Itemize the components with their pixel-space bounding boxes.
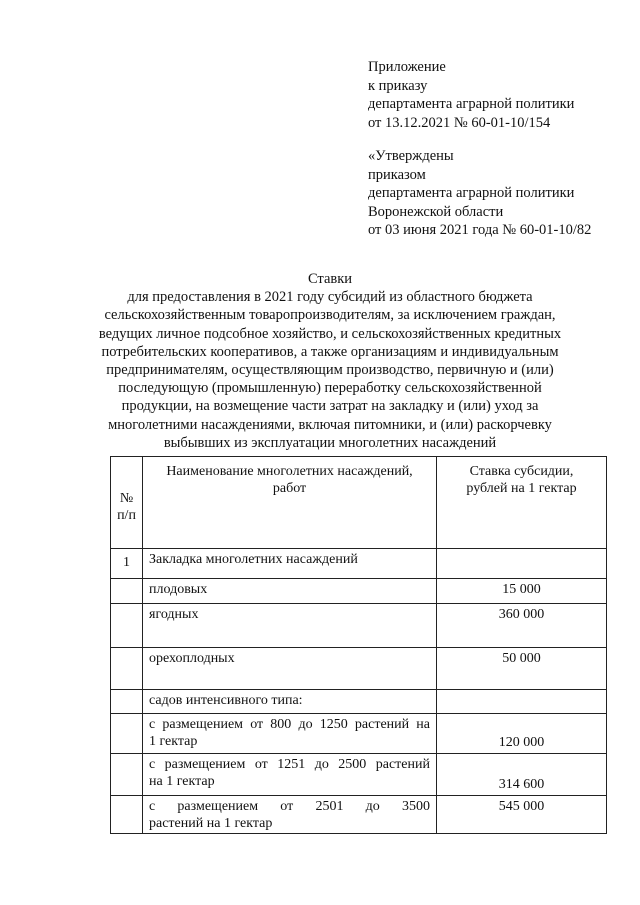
appendix-note — [368, 58, 574, 132]
row-number — [111, 579, 143, 604]
table-row — [111, 648, 607, 690]
row-rate: 50 000 — [437, 648, 607, 690]
row-number — [111, 754, 143, 796]
document-title — [60, 270, 600, 452]
title-line: сельскохозяйственным товаропроизводителям, за исключением граждан, — [104, 307, 556, 324]
subsidy-rates-table — [110, 456, 607, 834]
table-row — [111, 579, 607, 604]
appendix-line: к приказу — [368, 77, 428, 94]
appendix-line: от 13.12.2021 № 60-01-10/154 — [368, 114, 551, 131]
title-line: потребительских кооперативов, а также организациям и индивидуальным — [101, 343, 559, 360]
header-name — [143, 457, 437, 549]
title-line: для предоставления в 2021 году субсидий из областного бюджета — [127, 289, 533, 306]
row-name-line: растений на 1 гектар — [149, 816, 273, 831]
row-name — [143, 714, 437, 754]
approval-line: приказом — [368, 166, 426, 183]
approval-line: департамента аграрной политики — [368, 185, 575, 201]
header-name-line: работ — [272, 481, 307, 496]
row-name-line: на 1 гектар — [149, 774, 215, 789]
table-row — [111, 690, 607, 714]
row-rate: 15 000 — [437, 579, 607, 604]
table-row — [111, 754, 607, 796]
row-name: садов интенсивного типа: — [143, 690, 437, 714]
row-name-line: с размещением от 2501 до 3500 — [149, 799, 430, 814]
header-rate — [437, 457, 607, 549]
approval-line: «Утверждены — [368, 148, 454, 164]
title-line: выбывших из эксплуатации многолетних насаждений — [163, 434, 497, 451]
row-number — [111, 714, 143, 754]
row-name-line: с размещением от 1251 до 2500 растений — [149, 757, 430, 772]
row-name: Закладка многолетних насаждений — [143, 549, 437, 579]
row-number — [111, 796, 143, 834]
header-number — [111, 457, 143, 549]
row-rate — [437, 690, 607, 714]
header-rate-line: Ставка субсидии, — [469, 464, 574, 479]
row-name — [143, 754, 437, 796]
title-line: многолетними насаждениями, включая питомники, и (или) раскорчевку — [108, 416, 552, 433]
approval-line: Воронежской области — [368, 203, 504, 220]
header-name-line: Наименование многолетних насаждений, — [166, 464, 413, 479]
table-row — [111, 714, 607, 754]
row-number — [111, 648, 143, 690]
row-name: плодовых — [143, 579, 437, 604]
table-row — [111, 604, 607, 648]
appendix-line: Приложение — [368, 59, 446, 75]
approval-line: от 03 июня 2021 года № 60-01-10/82 — [368, 222, 592, 238]
row-rate: 314 600 — [437, 754, 607, 796]
row-name: ягодных — [143, 604, 437, 648]
title-line: последующую (промышленную) переработку сельскохозяйственной — [118, 380, 542, 397]
row-rate: 360 000 — [437, 604, 607, 648]
row-rate: 545 000 — [437, 796, 607, 834]
row-name — [143, 796, 437, 834]
title-line: продукции, на возмещение части затрат на закладку и (или) уход за — [121, 398, 539, 415]
header-number-line: № — [119, 490, 134, 506]
approval-note — [368, 147, 591, 240]
title-line: ведущих личное подсобное хозяйство, и сельскохозяйственных кредитных — [98, 325, 562, 342]
appendix-line: департамента аграрной политики — [368, 96, 575, 112]
title-heading: Ставки — [307, 271, 353, 287]
header-number-line: п/п — [117, 507, 136, 523]
row-rate: 120 000 — [437, 714, 607, 754]
row-name-line: 1 гектар — [149, 734, 198, 749]
title-line: предпринимателям, осуществляющим производство, первичную и (или) — [106, 362, 554, 379]
row-number — [111, 604, 143, 648]
header-rate-line: рублей на 1 гектар — [466, 481, 577, 496]
row-rate — [437, 549, 607, 579]
row-number — [111, 690, 143, 714]
row-number: 1 — [111, 549, 143, 579]
table-header-row — [111, 457, 607, 549]
table-row — [111, 796, 607, 834]
row-name-line: с размещением от 800 до 1250 растений на — [149, 717, 430, 732]
row-name: орехоплодных — [143, 648, 437, 690]
table-row — [111, 549, 607, 579]
